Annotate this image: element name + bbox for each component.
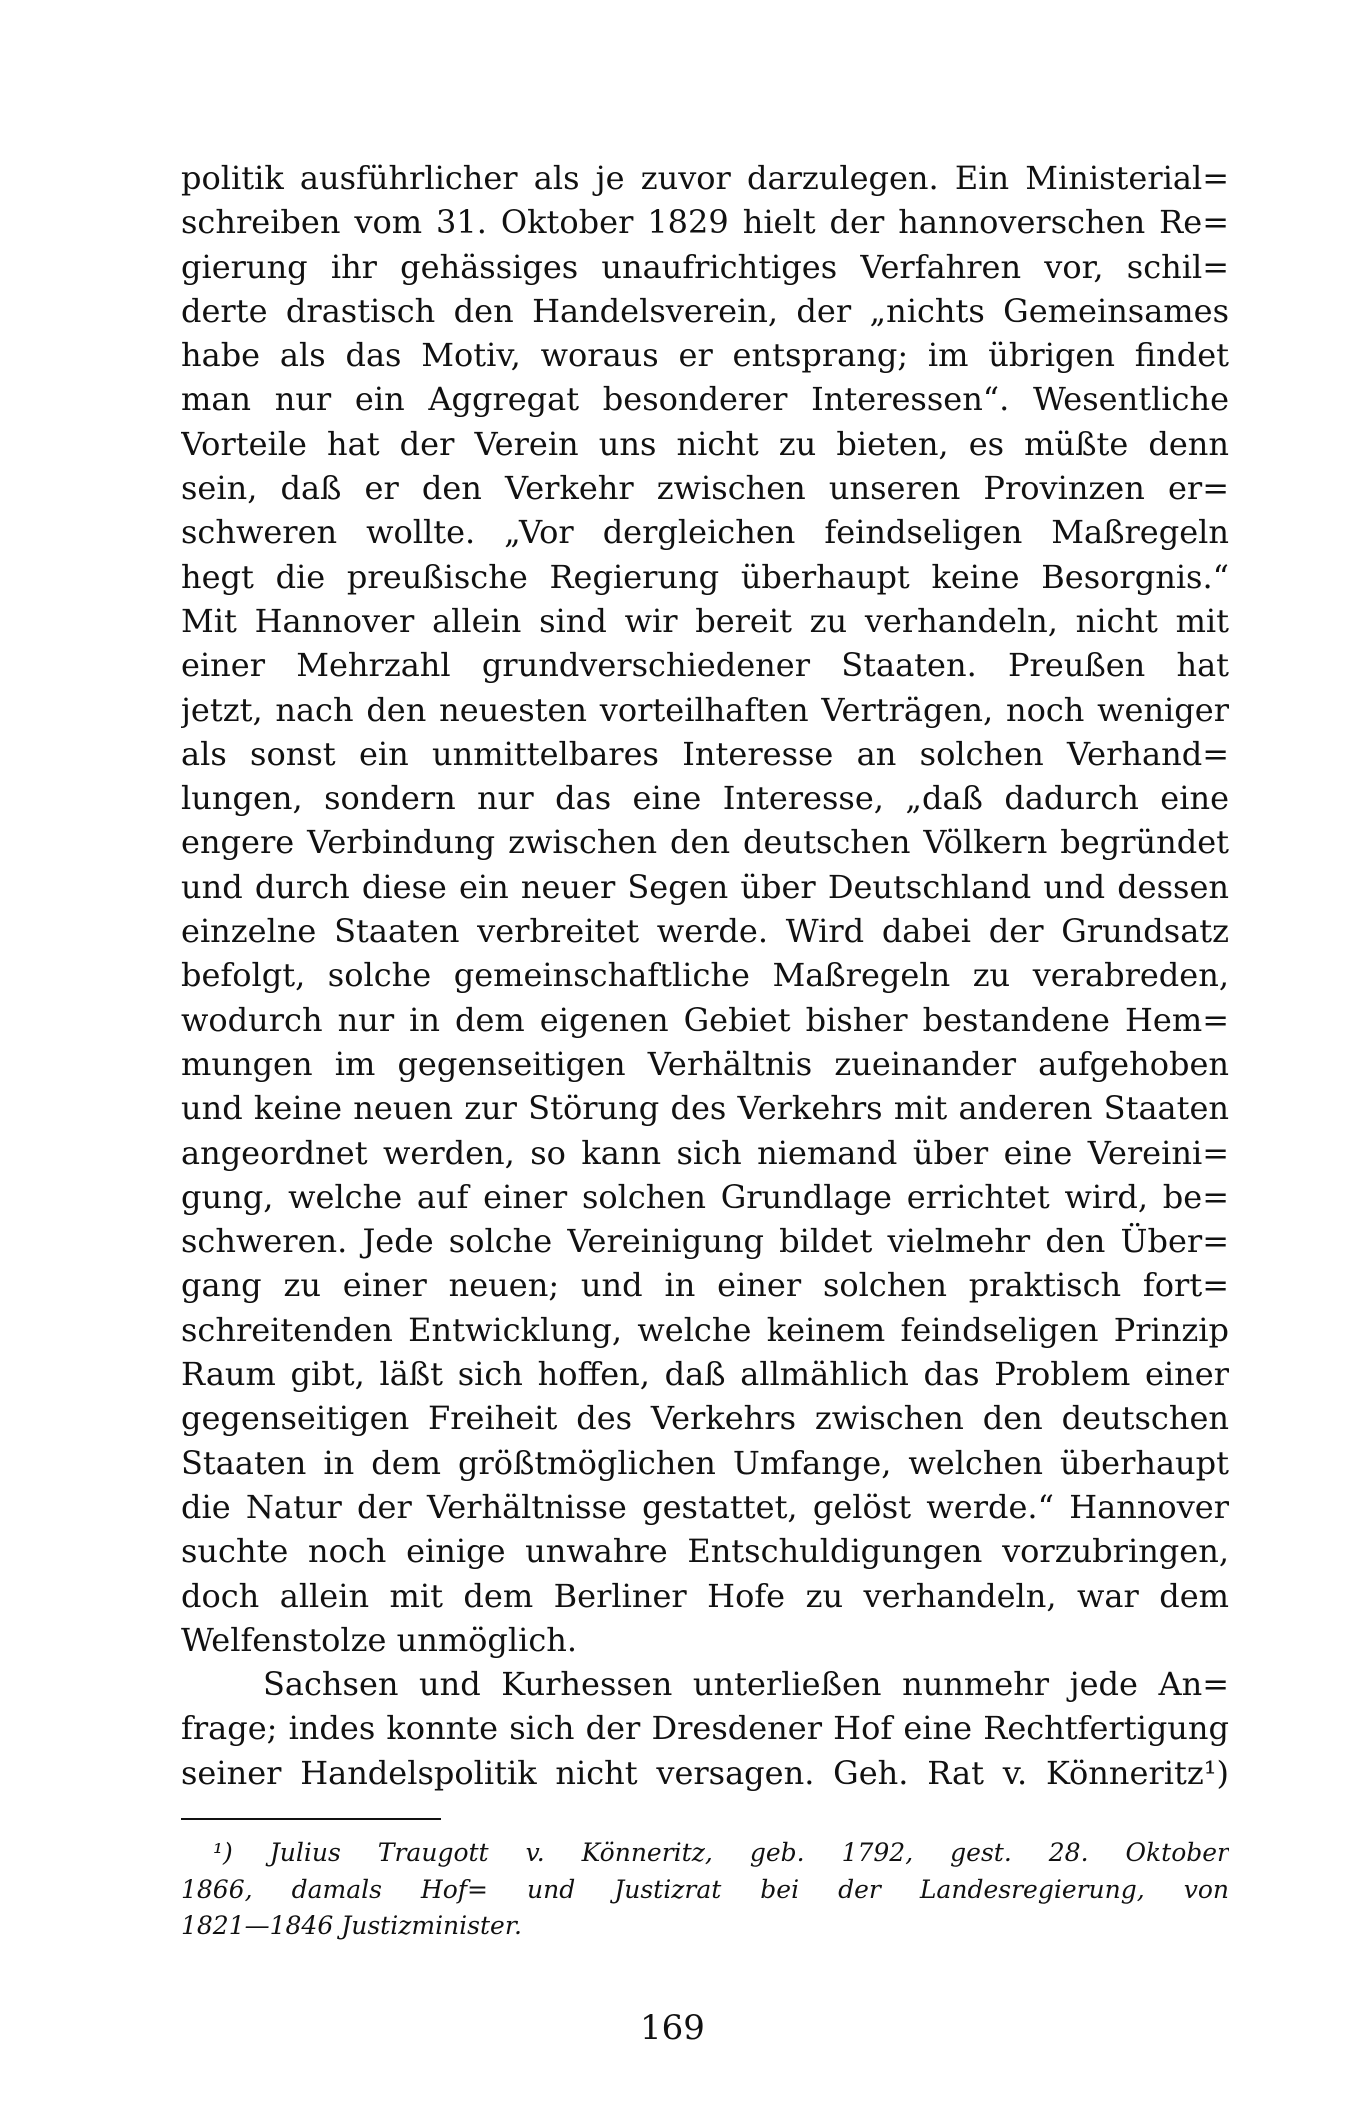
text-line: einer Mehrzahl grundverschiedener Staaten. Preußen hat — [181, 646, 1229, 685]
text-line: schreitenden Entwicklung, welche keinem feindseligen Prinzip — [181, 1310, 1229, 1349]
main-text — [181, 156, 1229, 1795]
text-line: wodurch nur in dem eigenen Gebiet bisher bestandene Hem= — [181, 1000, 1229, 1039]
text-line: gierung ihr gehässiges unaufrichtiges Verfahren vor, schil= — [181, 247, 1229, 286]
page-number: 169 — [640, 2008, 705, 2048]
footnote — [181, 1835, 1229, 1945]
text-line: seiner Handelspolitik nicht versagen. Geh. Rat v. Könneritz¹) — [181, 1753, 1229, 1792]
text-line: jetzt, nach den neuesten vorteilhaften Verträgen, noch weniger — [181, 690, 1229, 729]
text-line: sein, daß er den Verkehr zwischen unseren Provinzen er= — [181, 469, 1229, 508]
text-line: Mit Hannover allein sind wir bereit zu verhandeln, nicht mit — [181, 601, 1229, 640]
footnote-line: 1866, damals Hof= und Justizrat bei der Landesregierung, von — [181, 1874, 1229, 1904]
text-line: gegenseitigen Freiheit des Verkehrs zwischen den deutschen — [181, 1399, 1229, 1438]
text-line: Vorteile hat der Verein uns nicht zu bieten, es müßte denn — [181, 424, 1229, 463]
text-line: schreiben vom 31. Oktober 1829 hielt der hannoverschen Re= — [181, 203, 1229, 242]
text-line: angeordnet werden, so kann sich niemand über eine Vereini= — [181, 1133, 1229, 1172]
text-line: gung, welche auf einer solchen Grundlage errichtet wird, be= — [181, 1177, 1229, 1216]
text-line: schweren. Jede solche Vereinigung bildet vielmehr den Über= — [181, 1222, 1229, 1261]
text-line: derte drastisch den Handelsverein, der „nichts Gemeinsames — [181, 291, 1229, 330]
text-line: schweren wollte. „Vor dergleichen feindseligen Maßregeln — [181, 513, 1229, 552]
text-line: und keine neuen zur Störung des Verkehrs mit anderen Staaten — [181, 1089, 1229, 1128]
text-line: hegt die preußische Regierung überhaupt keine Besorgnis.“ — [181, 557, 1229, 596]
paragraph-start-line: Sachsen und Kurhessen unterließen nunmehr jede An= — [263, 1665, 1229, 1704]
text-line: suchte noch einige unwahre Entschuldigungen vorzubringen, — [181, 1532, 1229, 1571]
text-line: mungen im gegenseitigen Verhältnis zueinander aufgehoben — [181, 1044, 1229, 1083]
text-line: als sonst ein unmittelbares Interesse an solchen Verhand= — [181, 734, 1229, 773]
text-line: man nur ein Aggregat besonderer Interessen“. Wesentliche — [181, 380, 1229, 419]
text-line: Raum gibt, läßt sich hoffen, daß allmählich das Problem einer — [181, 1355, 1229, 1394]
text-line: die Natur der Verhältnisse gestattet, gelöst werde.“ Hannover — [181, 1487, 1229, 1526]
paragraph-end-line: Welfenstolze unmöglich. — [181, 1620, 578, 1659]
footnote-separator — [181, 1818, 441, 1820]
text-line: habe als das Motiv, woraus er entsprang; im übrigen findet — [181, 336, 1229, 375]
text-line: Staaten in dem größtmöglichen Umfange, welchen überhaupt — [181, 1443, 1229, 1482]
footnote-line: ¹) Julius Traugott v. Könneritz, geb. 1792, gest. 28. Oktober — [213, 1838, 1229, 1867]
footnote-line: 1821—1846 Justizminister. — [181, 1911, 522, 1940]
text-line: befolgt, solche gemeinschaftliche Maßregeln zu verabreden, — [181, 956, 1229, 995]
text-line: und durch diese ein neuer Segen über Deutschland und dessen — [181, 867, 1229, 906]
text-line: engere Verbindung zwischen den deutschen Völkern begründet — [181, 823, 1229, 862]
text-line: einzelne Staaten verbreitet werde. Wird dabei der Grundsatz — [181, 912, 1229, 951]
text-line: frage; indes konnte sich der Dresdener Hof eine Rechtfertigung — [181, 1709, 1229, 1748]
text-line: politik ausführlicher als je zuvor darzulegen. Ein Ministerial= — [181, 159, 1229, 197]
text-line: lungen, sondern nur das eine Interesse, „daß dadurch eine — [181, 779, 1229, 818]
text-line: gang zu einer neuen; und in einer solchen praktisch fort= — [181, 1266, 1229, 1305]
text-line: doch allein mit dem Berliner Hofe zu verhandeln, war dem — [181, 1576, 1229, 1615]
